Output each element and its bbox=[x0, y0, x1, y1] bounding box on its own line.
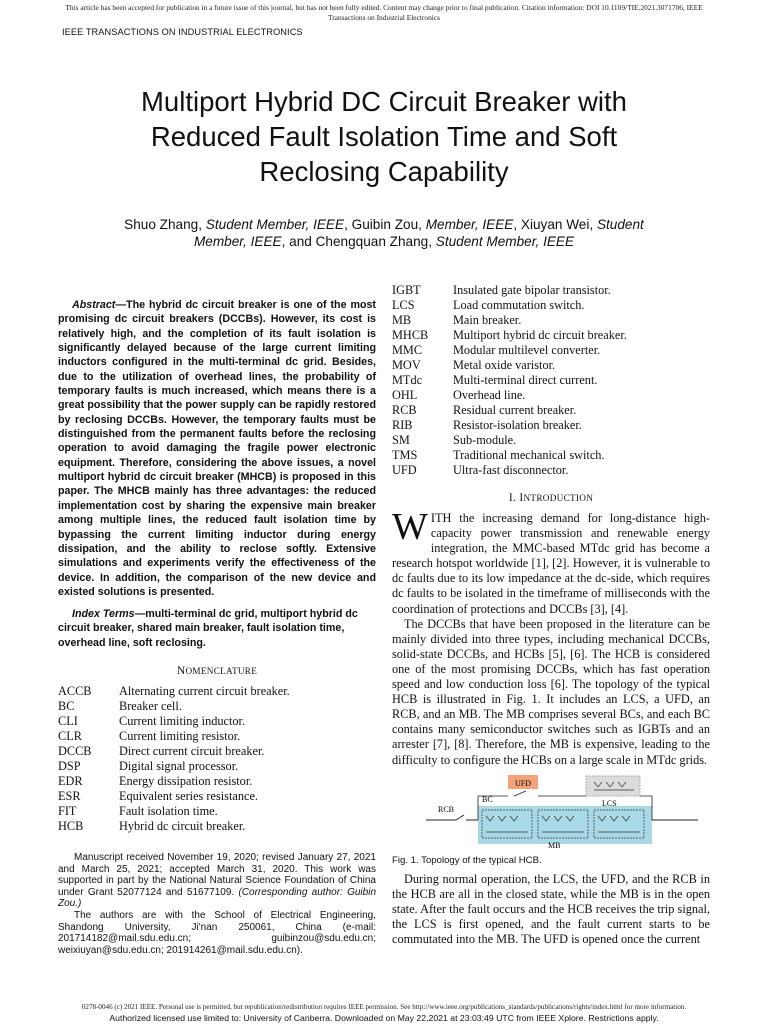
rcb-switch bbox=[456, 815, 464, 820]
nomenclature-definition: Residual current breaker. bbox=[453, 403, 577, 417]
title-line-3: Reclosing Capability bbox=[259, 156, 509, 187]
author-3-role-cont: Member, IEEE bbox=[193, 234, 282, 249]
nomenclature-definition: Digital signal processor. bbox=[119, 759, 239, 773]
nomenclature-row bbox=[392, 313, 710, 328]
author-4: , and Chengquan Zhang, bbox=[281, 234, 432, 249]
author-3: , Xiuyan Wei, bbox=[513, 217, 594, 232]
nomenclature-heading bbox=[58, 665, 376, 677]
nomenclature-list-right bbox=[392, 283, 710, 478]
preprint-notice bbox=[0, 3, 768, 23]
nomenclature-abbr: SM bbox=[392, 433, 410, 447]
nomenclature-abbr: RIB bbox=[392, 418, 413, 432]
nomenclature-row bbox=[58, 699, 376, 714]
nomenclature-abbr: OHL bbox=[392, 388, 418, 402]
mb-label: MB bbox=[548, 841, 561, 850]
abstract-text: —The hybrid dc circuit breaker is one of the most promising dc circuit breakers (DCCBs). However, its cost is relatively high, and the completion of its fault isolation is significantly delayed because of the large current limiting inductors configured in the multi-terminal dc grid. Besides, due to the utilization of overhead lines, the probability of temporary faults is much increased, which means there is a great possibility that the power supply can be rapidly restored by reclosing DCCBs. However, the temporary faults must be distinguished from the permanent faults before the reclosing operation to avoid damaging the fragile power electronic equipment. Therefore, considering the above issues, a novel multiport hybrid dc circuit breaker (MHCB) is proposed in this paper. The MHCB mainly has three advantages: the reduced implementation cost by sharing the expensive main breaker among multiple lines, the reduced fault isolation time by bypassing the current limiting inductor during energy dissipation, and the ability to reclose softly. Extensive simulations and experiments verify the effectiveness of the device. In addition, the comparison of the new device and existed solutions is presented. bbox=[58, 299, 376, 598]
nomenclature-definition: Current limiting inductor. bbox=[119, 714, 246, 728]
nomenclature-abbr: ACCB bbox=[58, 684, 92, 698]
index-terms-lead: Index Terms bbox=[72, 608, 135, 620]
nomenclature-definition: Modular multilevel converter. bbox=[453, 343, 601, 357]
introduction-heading bbox=[392, 492, 710, 504]
nomenclature-row bbox=[58, 729, 376, 744]
abstract-lead: Abstract bbox=[72, 299, 116, 311]
title-line-1: Multiport Hybrid DC Circuit Breaker with bbox=[141, 86, 627, 117]
nomenclature-heading-rest: OMENCLATURE bbox=[185, 666, 258, 676]
nomenclature-definition: Current limiting resistor. bbox=[119, 729, 241, 743]
nomenclature-definition: Metal oxide varistor. bbox=[453, 358, 556, 372]
author-3-role: Student bbox=[596, 217, 644, 232]
nomenclature-row bbox=[58, 819, 376, 834]
introduction-heading-num: I. bbox=[508, 492, 517, 504]
nomenclature-definition: Sub-module. bbox=[453, 433, 517, 447]
author-1: Shuo Zhang, bbox=[124, 217, 203, 232]
nomenclature-heading-first: N bbox=[176, 665, 186, 677]
nomenclature-definition: Equivalent series resistance. bbox=[119, 789, 258, 803]
lcs-box bbox=[586, 776, 640, 796]
nomenclature-abbr: LCS bbox=[392, 298, 415, 312]
ufd-switch bbox=[514, 791, 526, 796]
nomenclature-abbr: IGBT bbox=[392, 283, 421, 297]
nomenclature-abbr: MOV bbox=[392, 358, 421, 372]
nomenclature-abbr: MHCB bbox=[392, 328, 429, 342]
nomenclature-abbr: UFD bbox=[392, 463, 417, 477]
intro-paragraph-3: During normal operation, the LCS, the UFD, and the RCB in the HCB are all in the closed state, while the MB is in the open state. After the fault occurs and the HCB receives the trip signal, the LCS is first opened, and the fault current starts to be commutated into the MB. The UFD is opened once the current bbox=[392, 872, 710, 947]
nomenclature-definition: Overhead line. bbox=[453, 388, 526, 402]
nomenclature-row bbox=[58, 774, 376, 789]
intro-paragraph-1 bbox=[392, 506, 710, 617]
copyright-notice: 0278-0046 (c) 2021 IEEE. Personal use is permitted, but republication/redistribution requires IEEE permission. See http://www.ieee.org/publications_standards/publications/rights/index.html for more information. bbox=[81, 1003, 687, 1011]
intro-paragraph-2: The DCCBs that have been proposed in the literature can be mainly divided into three types, including mechanical DCCBs, solid-state DCCBs, and HCBs [5], [6]. The HCB is considered one of the most promising DCCBs, which has fast operation speed and low conduction loss [6]. The topology of the typical HCB is illustrated in Fig. 1. It includes an LCS, a UFD, an RCB, and an MB. The MB comprises several BCs, and each BC contains many semiconductor switches such as IGBTs and an arrester [7], [8]. Therefore, the MB is expensive, leading to the difficulty to configure the HCBs on a large scale in MTdc grids. bbox=[392, 616, 710, 767]
nomenclature-definition: Multi-terminal direct current. bbox=[453, 373, 598, 387]
abstract bbox=[58, 298, 376, 599]
footnote-funding bbox=[58, 852, 376, 910]
nomenclature-row bbox=[392, 283, 710, 298]
nomenclature-definition: Alternating current circuit breaker. bbox=[119, 684, 290, 698]
nomenclature-abbr: CLI bbox=[58, 714, 78, 728]
nomenclature-row bbox=[392, 373, 710, 388]
footnote-funding-text: Manuscript received November 19, 2020; revised January 27, 2021 and March 25, 2021; accepted March 31, 2020. This work was supported in part by the National Natural Science Foundation of China under Grant 52077124 and 51677109. bbox=[58, 852, 376, 898]
author-2: , Guibin Zou, bbox=[344, 217, 422, 232]
nomenclature-row bbox=[58, 804, 376, 819]
figure-caption: Fig. 1. Topology of the typical HCB. bbox=[392, 855, 542, 866]
lcs-label: LCS bbox=[602, 799, 617, 808]
introduction-body-continued bbox=[392, 872, 710, 947]
rcb-label: RCB bbox=[438, 805, 455, 814]
preprint-notice-line1: This article has been accepted for publication in a future issue of this journal, but has not been fully edited. Content may change prior to final publication. Citation information: DOI 10.1109/TIE.2021.3071706, IEEE bbox=[65, 3, 703, 12]
nomenclature-row bbox=[58, 714, 376, 729]
nomenclature-definition: Breaker cell. bbox=[119, 699, 182, 713]
paper-title bbox=[80, 84, 688, 189]
footnote-corresponding: (Corresponding author: Guibin Zou.) bbox=[58, 886, 376, 910]
nomenclature-row bbox=[392, 433, 710, 448]
nomenclature-row bbox=[392, 418, 710, 433]
nomenclature-row bbox=[58, 759, 376, 774]
footnote-affiliation: The authors are with the School of Electrical Engineering, Shandong University, Ji'nan 250061, China (e-mail: 201714182@mail.sdu.edu.cn; guibinzou@sdu.edu.cn; weixiuyan@sdu.edu.cn; 201914261@mail.sdu.edu.cn). bbox=[58, 909, 376, 956]
author-1-role: Student Member, IEEE bbox=[205, 217, 345, 232]
nomenclature-definition: Traditional mechanical switch. bbox=[453, 448, 605, 462]
index-terms bbox=[58, 607, 376, 650]
nomenclature-abbr: DCCB bbox=[58, 744, 92, 758]
nomenclature-definition: Main breaker. bbox=[453, 313, 522, 327]
nomenclature-definition: Insulated gate bipolar transistor. bbox=[453, 283, 611, 297]
journal-name: IEEE TRANSACTIONS ON INDUSTRIAL ELECTRONICS bbox=[62, 27, 303, 37]
nomenclature-definition: Resistor-isolation breaker. bbox=[453, 418, 582, 432]
intro-paragraph-1-text: ITH the increasing demand for long-distance high-capacity power transmission and renewable energy integration, the MMC-based MTdc grid has become a research hotspot worldwide [1], [2]. However, it is vulnerable to dc faults due to its low impedance at the dc-side, which requires dc faults to be isolated in the timeframe of milliseconds with the coordination of protections and DCCBs [3], [4]. bbox=[392, 511, 710, 616]
nomenclature-row bbox=[392, 328, 710, 343]
nomenclature-row bbox=[58, 789, 376, 804]
introduction-heading-first: I bbox=[519, 492, 524, 504]
nomenclature-abbr: HCB bbox=[58, 819, 84, 833]
nomenclature-list-left bbox=[58, 684, 376, 834]
nomenclature-abbr: DSP bbox=[58, 759, 81, 773]
introduction-heading-rest: NTRODUCTION bbox=[523, 493, 594, 503]
nomenclature-row bbox=[392, 463, 710, 478]
author-list bbox=[90, 216, 678, 250]
nomenclature-row bbox=[392, 298, 710, 313]
nomenclature-row bbox=[58, 744, 376, 759]
nomenclature-definition: Fault isolation time. bbox=[119, 804, 218, 818]
nomenclature-definition: Ultra-fast disconnector. bbox=[453, 463, 569, 477]
footnote bbox=[58, 852, 376, 956]
nomenclature-abbr: FIT bbox=[58, 804, 77, 818]
hcb-topology-figure bbox=[426, 770, 698, 850]
author-2-role: Member, IEEE bbox=[425, 217, 514, 232]
nomenclature-row bbox=[392, 448, 710, 463]
nomenclature-abbr: CLR bbox=[58, 729, 82, 743]
nomenclature-row bbox=[392, 388, 710, 403]
ufd-label: UFD bbox=[515, 779, 532, 788]
preprint-notice-line2: Transactions on Industrial Electronics bbox=[327, 13, 440, 22]
license-notice: Authorized licensed use limited to: University of Canberra. Downloaded on May 22,2021 at 23:03:49 UTC from IEEE Xplore. Restrictions apply. bbox=[109, 1013, 659, 1023]
author-4-role: Student Member, IEEE bbox=[435, 234, 575, 249]
nomenclature-definition: Multiport hybrid dc circuit breaker. bbox=[453, 328, 627, 342]
nomenclature-abbr: BC bbox=[58, 699, 75, 713]
nomenclature-abbr: RCB bbox=[392, 403, 417, 417]
nomenclature-abbr: TMS bbox=[392, 448, 418, 462]
nomenclature-definition: Load commutation switch. bbox=[453, 298, 585, 312]
nomenclature-abbr: MMC bbox=[392, 343, 423, 357]
nomenclature-abbr: MTdc bbox=[392, 373, 423, 387]
bc-label: BC bbox=[482, 795, 493, 804]
nomenclature-definition: Direct current circuit breaker. bbox=[119, 744, 265, 758]
nomenclature-row bbox=[58, 684, 376, 699]
nomenclature-abbr: ESR bbox=[58, 789, 81, 803]
introduction-body bbox=[392, 506, 710, 768]
nomenclature-abbr: MB bbox=[392, 313, 412, 327]
nomenclature-row bbox=[392, 358, 710, 373]
nomenclature-abbr: EDR bbox=[58, 774, 83, 788]
nomenclature-definition: Hybrid dc circuit breaker. bbox=[119, 819, 246, 833]
index-terms-text: —multi-terminal dc grid, multiport hybrid dc circuit breaker, shared main breaker, fault isolation time, overhead line, soft reclosing. bbox=[58, 608, 358, 649]
nomenclature-definition: Energy dissipation resistor. bbox=[119, 774, 253, 788]
drop-cap: W bbox=[392, 506, 428, 548]
nomenclature-row bbox=[392, 403, 710, 418]
title-line-2: Reduced Fault Isolation Time and Soft bbox=[150, 121, 618, 152]
nomenclature-row bbox=[392, 343, 710, 358]
